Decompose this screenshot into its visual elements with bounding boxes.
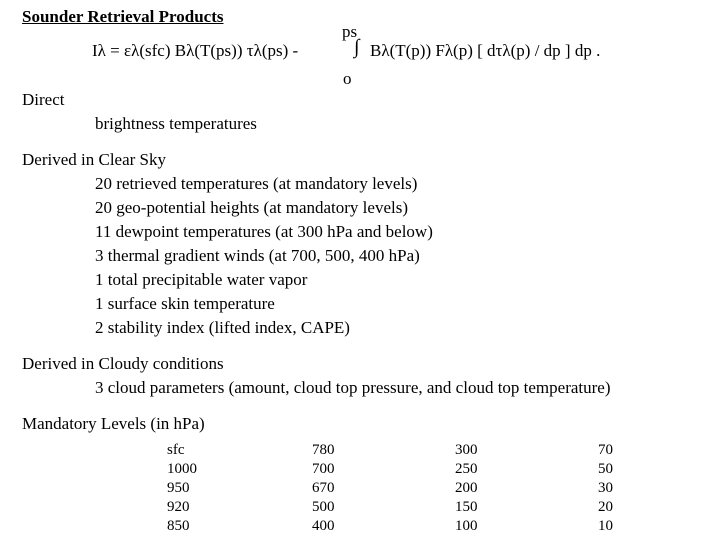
level-value: 100 xyxy=(455,518,478,534)
equation-integrand: Bλ(T(p)) Fλ(p) [ dτλ(p) / dp ] dp . xyxy=(370,41,601,60)
level-value: 70 xyxy=(598,442,613,458)
level-value: 500 xyxy=(312,499,335,515)
equation-lhs: Iλ = ελ(sfc) Bλ(T(ps)) τλ(ps) - xyxy=(92,41,299,60)
clear-sky-item: 11 dewpoint temperatures (at 300 hPa and below) xyxy=(95,222,433,241)
level-value: 950 xyxy=(167,480,190,496)
radiative-transfer-equation xyxy=(92,41,298,61)
clear-sky-item: 1 total precipitable water vapor xyxy=(95,270,308,289)
level-value: 1000 xyxy=(167,461,197,477)
direct-heading: Direct xyxy=(22,90,65,109)
level-value: 920 xyxy=(167,499,190,515)
integral-lower-limit: o xyxy=(343,69,352,88)
page-title: Sounder Retrieval Products xyxy=(22,7,224,26)
level-value: sfc xyxy=(167,442,185,458)
level-value: 20 xyxy=(598,499,613,515)
level-value: 300 xyxy=(455,442,478,458)
clear-sky-item: 2 stability index (lifted index, CAPE) xyxy=(95,318,350,337)
level-value: 10 xyxy=(598,518,613,534)
level-value: 780 xyxy=(312,442,335,458)
cloudy-item: 3 cloud parameters (amount, cloud top pressure, and cloud top temperature) xyxy=(95,378,611,397)
cloudy-heading: Derived in Cloudy conditions xyxy=(22,354,224,373)
level-value: 400 xyxy=(312,518,335,534)
clear-sky-item: 1 surface skin temperature xyxy=(95,294,275,313)
level-value: 200 xyxy=(455,480,478,496)
clear-sky-item: 20 retrieved temperatures (at mandatory levels) xyxy=(95,174,418,193)
integral-upper-limit: ps xyxy=(342,22,358,41)
clear-sky-heading: Derived in Clear Sky xyxy=(22,150,166,169)
direct-item: brightness temperatures xyxy=(95,114,257,133)
level-value: 50 xyxy=(598,461,613,477)
mandatory-levels-heading: Mandatory Levels (in hPa) xyxy=(22,414,205,433)
level-value: 250 xyxy=(455,461,478,477)
level-value: 150 xyxy=(455,499,478,515)
integral-sign: ∫ xyxy=(354,36,360,58)
clear-sky-item: 3 thermal gradient winds (at 700, 500, 400 hPa) xyxy=(95,246,420,265)
level-value: 700 xyxy=(312,461,335,477)
clear-sky-item: 20 geo-potential heights (at mandatory levels) xyxy=(95,198,408,217)
level-value: 670 xyxy=(312,480,335,496)
level-value: 30 xyxy=(598,480,613,496)
level-value: 850 xyxy=(167,518,190,534)
